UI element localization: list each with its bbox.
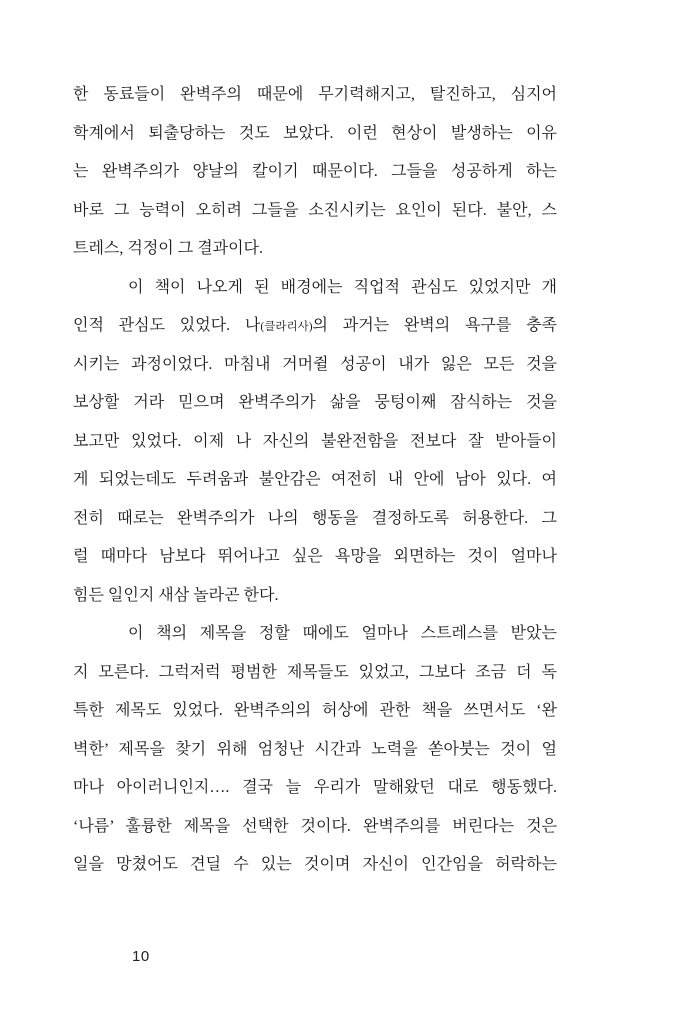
text-line: 바로 그 능력이 오히려 그들을 소진시키는 요인이 된다. 불안, 스 xyxy=(73,201,557,219)
text-line: 트레스, 걱정이 그 결과이다. xyxy=(73,240,264,257)
text-line: 이 책이 나오게 된 배경에는 직업적 관심도 있었지만 개 xyxy=(128,278,557,296)
body-text xyxy=(73,76,557,885)
text-line: 일을 망쳤어도 견딜 수 있는 것이며 자신이 인간임을 허락하는 xyxy=(73,856,557,873)
page-number: 10 xyxy=(132,948,150,965)
text-line: ‘나름’ 훌륭한 제목을 선택한 것이다. 완벽주의를 버린다는 것은 xyxy=(73,817,557,835)
text-line: 벽한’ 제목을 찾기 위해 엄청난 시간과 노력을 쏟아붓는 것이 얼 xyxy=(73,740,557,758)
text-line: 럴 때마다 남보다 뛰어나고 싶은 욕망을 외면하는 것이 얼마나 xyxy=(73,548,557,565)
text-line: 지 모른다. 그럭저럭 평범한 제목들도 있었고, 그보다 조금 더 독 xyxy=(73,663,557,681)
text-line: 보고만 있었다. 이제 나 자신의 불완전함을 전보다 잘 받아들이 xyxy=(73,432,557,450)
text-line xyxy=(73,307,557,346)
text-line: 보상할 거라 믿으며 완벽주의가 삶을 뭉텅이째 잠식하는 것을 xyxy=(73,394,557,411)
text-line: 는 완벽주의가 양날의 칼이기 때문이다. 그들을 성공하게 하는 xyxy=(73,163,557,180)
text-line: 한 동료들이 완벽주의 때문에 무기력해지고, 탈진하고, 심지어 xyxy=(73,86,557,103)
text-segment: 의 과거는 완벽의 욕구를 충족 xyxy=(312,317,557,334)
text-line: 마나 아이러니인지…. 결국 늘 우리가 말해왔던 대로 행동했다. xyxy=(73,779,557,796)
text-line: 힘든 일인지 새삼 놀라곤 한다. xyxy=(73,586,279,604)
inline-annotation: (클라리사) xyxy=(260,321,313,333)
text-line: 학계에서 퇴출당하는 것도 보았다. 이런 현상이 발생하는 이유 xyxy=(73,124,557,142)
text-line: 특한 제목도 있었다. 완벽주의의 허상에 관한 책을 쓰면서도 ‘완 xyxy=(73,702,557,719)
text-line: 게 되었는데도 두려움과 불안감은 여전히 내 안에 남아 있다. 여 xyxy=(73,471,557,488)
text-line: 시키는 과정이었다. 마침내 거머쥘 성공이 내가 잃은 모든 것을 xyxy=(73,355,557,373)
text-segment: 인적 관심도 있었다. 나 xyxy=(73,317,261,334)
text-line: 전히 때로는 완벽주의가 나의 행동을 결정하도록 허용한다. 그 xyxy=(73,509,557,527)
text-line: 이 책의 제목을 정할 때에도 얼마나 스트레스를 받았는 xyxy=(128,625,557,642)
